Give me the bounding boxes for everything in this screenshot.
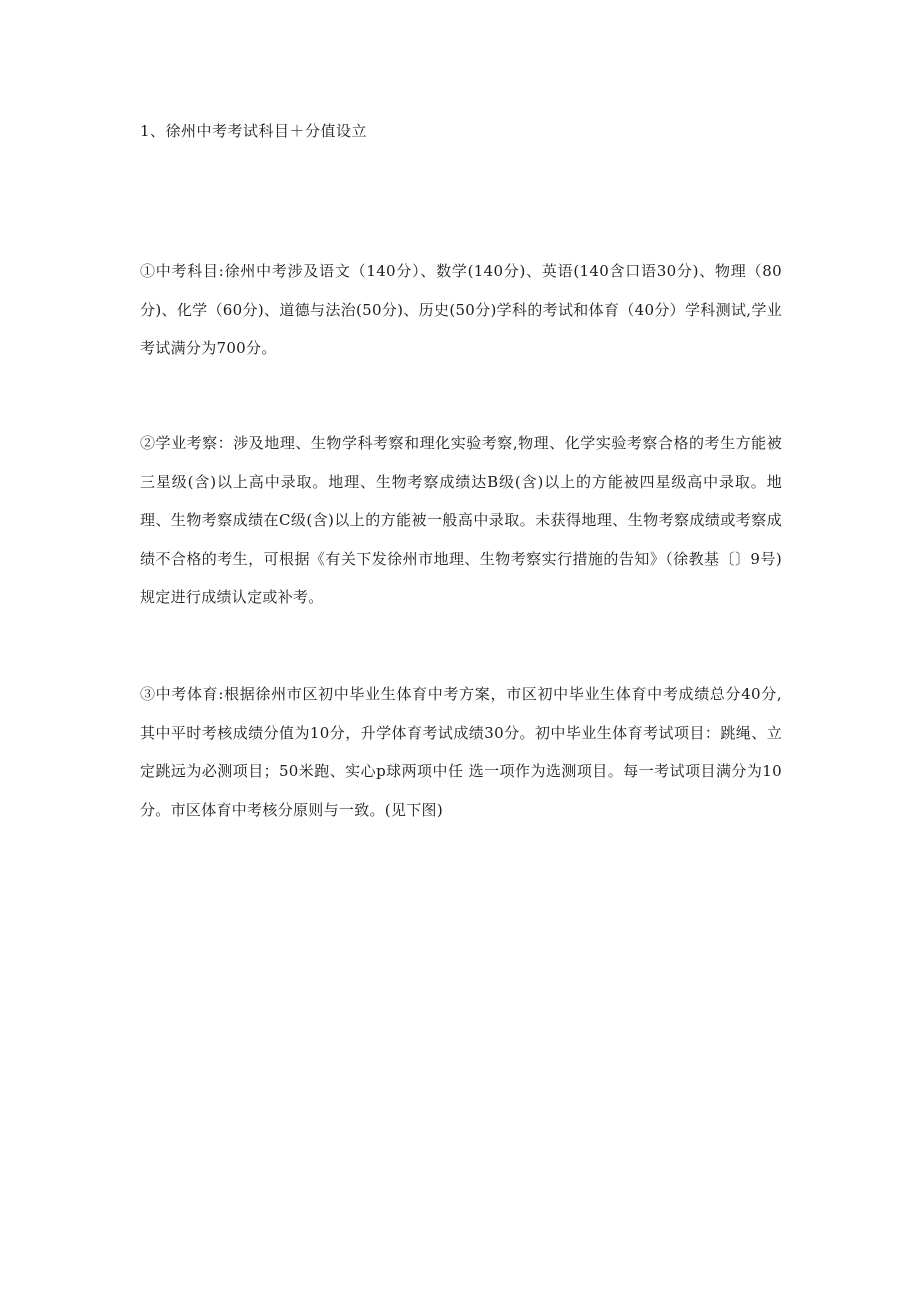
paragraph-exam-subjects: ①中考科目:徐州中考涉及语文（140分）、数学(140分)、英语(140含口语30分)、物理（80分)、化学（60分)、道德与法治(50分)、历史(50分)学科的考试和体育（40分）学科测试,学业考试满分为700分。 [140,262,782,357]
section-heading: 1、徐州中考考试科目＋分值设立 [140,122,368,140]
paragraph-physical-education: ③中考体育:根据徐州市区初中毕业生体育中考方案，市区初中毕业生体育中考成绩总分40分,其中平时考核成绩分值为10分，升学体育考试成绩30分。初中毕业生体育考试项目：跳绳、立定跳远为必测项目；50米跑、实心p球两项中任 选一项作为选测项目。每一考试项目满分为10分。市区体育中考核分原则与一致。(见下图) [140,685,782,819]
paragraph-academic-assessment: ②学业考察：涉及地理、生物学科考察和理化实验考察,物理、化学实验考察合格的考生方能被三星级(含)以上高中录取。地理、生物考察成绩达B级(含)以上的方能被四星级高中录取。地理、生物考察成绩在C级(含)以上的方能被一般高中录取。未获得地理、生物考察成绩或考察成绩不合格的考生，可根据《有关下发徐州市地理、生物考察实行措施的告知》（徐教基〔〕9号)规定进行成绩认定或补考。 [140,434,782,606]
